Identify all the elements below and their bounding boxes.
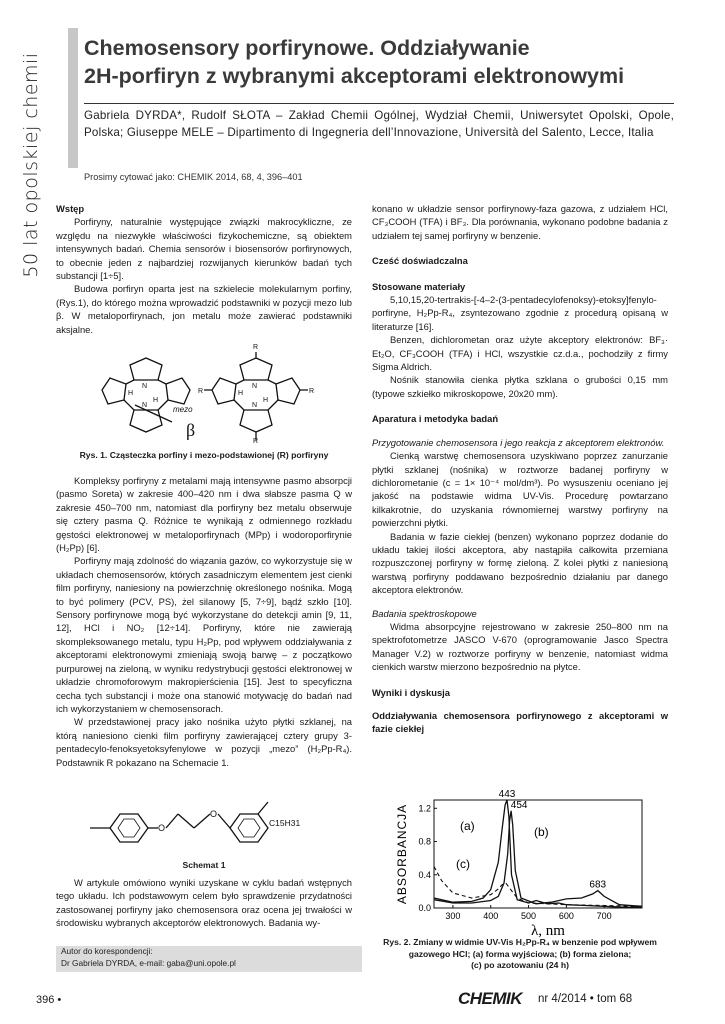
- heading-apparatus: Aparatura i metodyka badań: [372, 413, 499, 425]
- right-column: [372, 202, 668, 736]
- svg-text:H: H: [153, 397, 159, 404]
- peak-label: 443: [498, 789, 516, 800]
- series-label: (c): [456, 857, 470, 871]
- paragraph: W artykule omówiono wyniki uzyskane w cyklu badań wstępnych tego układu. Ich podstawowym celem było sprawdzenie przydatności zastosowanej porfiryny jako chemosensora oraz ocena jej trwałości w środowisku wybranych akceptorów elektronowych. Badania wy-: [56, 877, 352, 929]
- y-axis-label: ABSORBANCJA: [395, 803, 409, 905]
- mezo-label: mezo: [173, 405, 193, 414]
- series-line-0: [434, 800, 642, 907]
- svg-text:H: H: [263, 397, 269, 404]
- svg-text:N: N: [252, 383, 258, 390]
- svg-text:O: O: [158, 823, 166, 833]
- left-column-bottom: [56, 876, 352, 930]
- y-tick-label: 0.0: [418, 903, 431, 913]
- heading-materials: Stosowane materiały: [372, 280, 466, 292]
- paragraph: W przedstawionej pracy jako nośnika użyto płytki szklanej, na którą naniesiono cienki film porfiryny zawierającej cztery grupy 3-pentadecylo-fenoksyetoksyfenylowe w pozycji „mezo” (H₂Pp-R₄). Podstawnik R pokazano na Schemacie 1.: [56, 716, 352, 768]
- page-number: 396 •: [36, 994, 62, 1006]
- svg-text:R: R: [253, 438, 259, 445]
- paragraph: Kompleksy porfiryny z metalami mają intensywne pasmo absorpcji (pasmo Soreta) w zakresie 400–420 nm i dwa słabsze pasma Q w zakresie 450–700 nm, natomiast dla porfiryny bez metalu obserwuje się cztery pasma Q. Różnice te wynikają z odmiennego rozkładu gęstości elektronowej w metaloporfirynach (MPp) i wodoroporfirynie (H₂Pp) [6].: [56, 475, 352, 554]
- title-rule: [84, 103, 674, 104]
- subheading-preparation: Przygotowanie chemosensora i jego reakcja z akceptorem elektronów.: [372, 436, 665, 448]
- series-label: (b): [534, 825, 549, 839]
- paragraph: Budowa porfiryn oparta jest na szkielecie molekularnym porfiny, (Rys.1), do którego można wprowadzić podstawniki w pozycji mezo lub β. W metaloporfirynach, jon metalu może zawierać podstawniki aksjalne.: [56, 283, 352, 335]
- correspondence-label: Autor do korespondencji:: [61, 946, 153, 956]
- scheme-substituent: C15H31: [269, 818, 301, 828]
- x-tick-label: 700: [596, 911, 612, 921]
- svg-text:O: O: [210, 809, 218, 819]
- heading-experimental: Cześć doświadczalna: [372, 255, 468, 267]
- page-title: [84, 34, 684, 90]
- paragraph: Porfiryny, naturalnie występujące związki makrocykliczne, ze względu na niezwykłe właściwości fizykochemiczne, są obiektem intensywnych badań. Chemia sensorów i biosensorów porfirynowych, to obecnie jeden z najbardziej rozwijanych kierunków badań tych substancji [1÷5].: [56, 216, 352, 282]
- authors: Gabriela DYRDA*, Rudolf SŁOTA – Zakład Chemii Ogólnej, Wydział Chemii, Uniwersytet Opolski, Opole, Polska; Giuseppe MELE – Dipartimento di Ingegneria dell’Innovazione, Università del Salento, Lecce, Italia: [84, 109, 674, 139]
- paragraph: 5,10,15,20-tertrakis-[-4–2-(3-pentadecylofenoksy)-etoksy]fenylo-porfiryne, H₂Pp-R₄, zsyntezowano zgodnie z procedurą opisaną w literaturze [16].: [372, 294, 668, 332]
- series-label: (a): [460, 819, 475, 833]
- journal-logo: CHEMIK: [458, 989, 523, 1008]
- svg-text:R: R: [253, 344, 259, 351]
- x-tick-label: 300: [445, 911, 461, 921]
- y-tick-label: 0.4: [418, 869, 431, 880]
- correspondence-author: Dr Gabriela DYRDA, e-mail: gaba@uni.opole.pl: [61, 957, 236, 968]
- figure-1-caption: Rys. 1. Cząsteczka porfiny i mezo-podstawionej (R) porfiryny: [79, 450, 329, 460]
- left-column-middle: [56, 474, 352, 769]
- peak-label: 454: [510, 799, 528, 811]
- paragraph: konano w układzie sensor porfirynowy-faza gazowa, z udziałem HCl, CF₃COOH (TFA) i BF₃. Dla porównania, wykonano podobne badania z udziałem tej samej porfiryny w benzenie.: [372, 203, 668, 241]
- title-line-2: 2H-porfiryn z wybranymi akceptorami elektronowymi: [84, 64, 625, 88]
- paragraph: Benzen, dichlorometan oraz użyte akceptory elektronów: BF₃· Et₂O, CF₃COOH (TFA) i HCl, wszystkie cz.d.a., pochodziły z firmy Sigma Aldrich.: [372, 334, 668, 373]
- figure-2-caption-line-2: gazowego HCl; (a) forma wyjściowa; (b) forma zielona;: [408, 948, 632, 959]
- x-tick-label: 500: [521, 911, 537, 921]
- figure-2-caption-line-1: Rys. 2. Zmiany w widmie UV-Vis H₂Pp-R₄ w benzenie pod wpływem: [383, 937, 657, 947]
- title-line-1: Chemosensory porfirynowe. Oddziaływanie: [84, 36, 530, 60]
- heading-wstep: Wstęp: [56, 203, 85, 214]
- figure-2-caption: [372, 937, 668, 972]
- paragraph: Widma absorpcyjne rejestrowano w zakresie 250–800 nm na spektrofotometrze JASCO V-670 (oprogramowanie Jasco Spectra Manager V.2) w roztworze porfiryny w benzenie, natomiast widma cienkich warstw mierzono bezpośrednio na płytce.: [372, 620, 668, 673]
- x-tick-label: 400: [483, 911, 499, 921]
- svg-text:H: H: [128, 390, 134, 397]
- paragraph: Badania w fazie ciekłej (benzen) wykonano poprzez dodanie do układu takiej ilości akceptora, aby nastąpiła całkowita przemiana rozpuszczonej porfiryny w formę zieloną. Z kolei płytki z naniesioną warstwą porfiryny poddawano bezpośrednio działaniu par danego akceptora elektronów.: [372, 530, 668, 596]
- side-label: 50 lat opolskiej chemii: [20, 52, 42, 278]
- y-tick-label: 1.2: [418, 803, 431, 814]
- left-column-top: [56, 202, 352, 336]
- citation: Prosimy cytować jako: CHEMIK 2014, 68, 4, 396–401: [84, 172, 303, 182]
- svg-text:N: N: [142, 383, 148, 390]
- uv-vis-spectrum-chart: [390, 789, 650, 939]
- beta-label: β: [186, 420, 196, 440]
- svg-text:R: R: [309, 388, 315, 395]
- x-axis-label: λ, nm: [531, 923, 565, 939]
- svg-text:N: N: [252, 402, 258, 409]
- x-tick-label: 600: [558, 911, 574, 921]
- plot-frame: [434, 800, 642, 908]
- svg-text:H: H: [238, 390, 244, 397]
- correspondence-box: [56, 946, 362, 972]
- heading-results: Wyniki i dyskusja: [372, 686, 450, 698]
- paragraph: Cienką warstwę chemosensora uzyskiwano poprzez zanurzanie płytki szklanej (nośnika) w roztworze badanej porfiryny w dichlorometanie (c = 1× 10⁻⁴ mol/dm³). Po wysuszeniu oceniano jej jakość na podstawie widma UV-Vis. Procedurę powtarzano kilkakrotnie, do uzyskania równomiernej warstwy porfiryny na powierzchni płytki.: [372, 450, 668, 529]
- svg-text:N: N: [142, 402, 148, 409]
- scheme-1-caption: Schemat 1: [182, 860, 226, 870]
- title-accent-bar: [68, 28, 78, 168]
- subheading-spectroscopy: Badania spektroskopowe: [372, 607, 477, 619]
- figure-2-caption-line-3: (c) po azotowaniu (24 h): [471, 960, 569, 970]
- paragraph: Porfiryny mają zdolność do wiązania gazów, co wykorzystuje się w układach chemosensorów, których zasadniczym elementem jest cienki film porfiryny, naniesiony na powierzchnię określonego nośnika. Mogą to być polimery (PCV, PS), żel silanowy [5, 7÷9], bądź szkło [10]. Sensory porfirynowe mogą być wykorzystane do detekcji amin [9, 11, 12], HCl i NO₂ [12÷14]. Porfiryny, które nie zawierają skompleksowanego metalu, typu H₂Pp, pod wpływem oddziaływania z akceptorami elektronowymi zmieniają swoją barwę – z początkowo purpurowej na zieloną, w wyniku redystrybucji gęstości elektronowej w układzie chromoforowym makropierścienia [15]. Jest to specyficzna cecha tych substancji i może ona stanowić motywację do badań nad ich wykorzystaniem w chemosensorach.: [56, 555, 352, 714]
- issue-info: nr 4/2014 • tom 68: [538, 993, 633, 1005]
- y-tick-label: 0.8: [418, 836, 431, 847]
- scheme-1-structure: [86, 800, 346, 855]
- peak-label: 683: [589, 879, 607, 891]
- svg-text:R: R: [198, 388, 204, 395]
- porphyrin-structure-figure: [90, 344, 330, 445]
- paragraph: Nośnik stanowiła cienka płytka szklana o grubości 0,15 mm (typowe szkiełko mikroskopowe, 20x20 mm).: [372, 374, 668, 399]
- heading-interactions: Oddziaływania chemosensora porfirynowego z akceptorami w fazie ciekłej: [372, 710, 668, 735]
